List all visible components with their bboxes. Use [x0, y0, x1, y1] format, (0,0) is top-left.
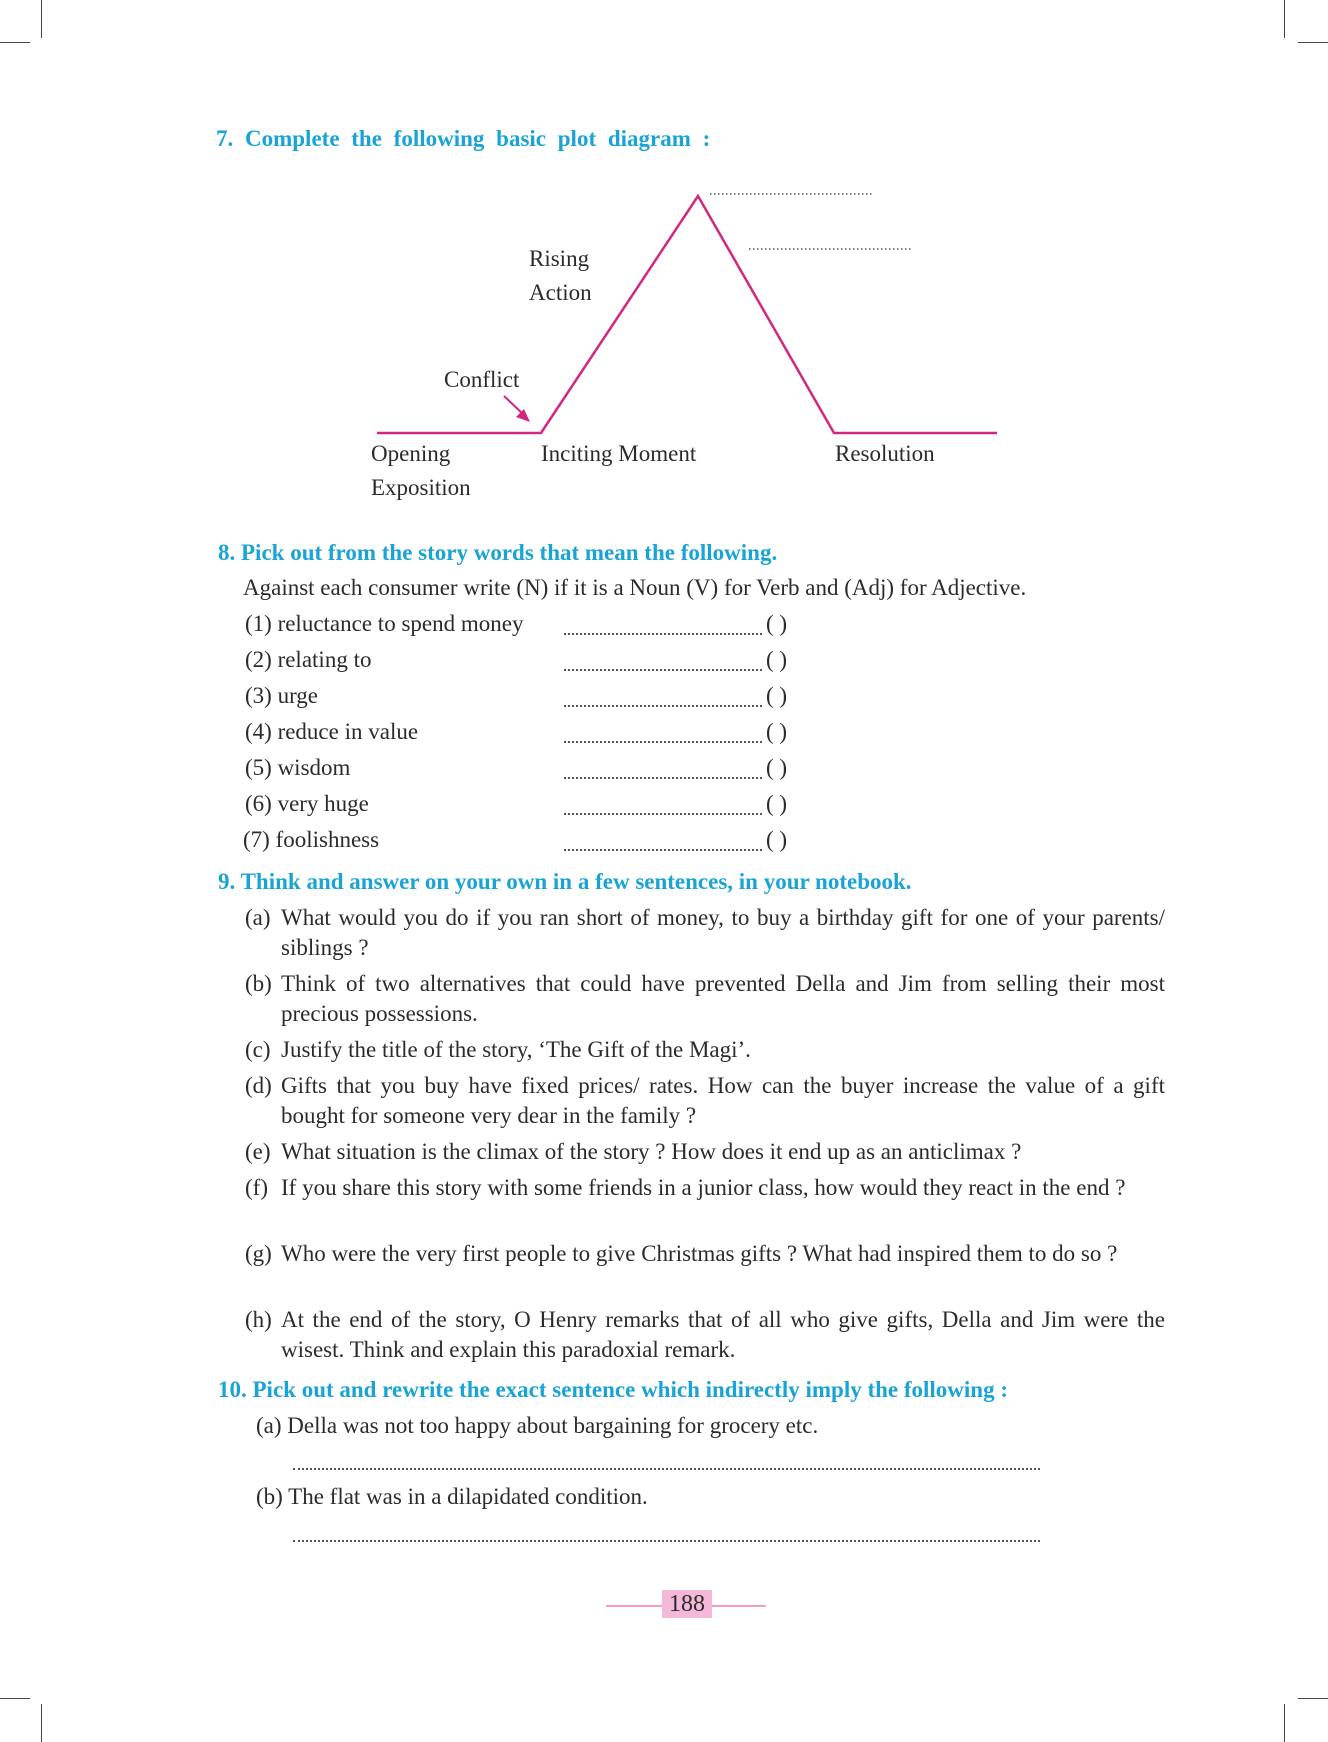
q10-answer-blank-a[interactable] — [293, 1468, 1040, 1470]
q9-item — [245, 1173, 1165, 1203]
q8-type-paren[interactable]: ( ) — [766, 755, 788, 780]
q8-instruction: Against each consumer write (N) if it is a Noun (V) for Verb and (Adj) for Adjective. — [243, 575, 1027, 600]
label-rising-line2: Action — [529, 280, 592, 305]
q8-answer-blank[interactable] — [564, 705, 762, 707]
q8-item-label: (5) wisdom — [245, 755, 351, 780]
q8-type-paren[interactable]: ( ) — [766, 647, 788, 672]
q9-item-marker: (g) — [245, 1241, 272, 1266]
q8-answer-blank[interactable] — [564, 669, 762, 671]
q8-type-paren[interactable]: ( ) — [766, 827, 788, 852]
q9-item — [245, 903, 1165, 963]
q8-answer-blank[interactable] — [564, 741, 762, 743]
plot-line — [377, 196, 997, 433]
label-inciting-moment: Inciting Moment — [541, 441, 697, 466]
crop-mark-br-h — [1298, 1698, 1328, 1699]
q9-item-text: What situation is the climax of the story ? How does it end up as an anticlimax ? — [281, 1139, 1022, 1164]
crop-mark-bl-h — [0, 1698, 30, 1699]
q9-item-text: Who were the very first people to give Christmas gifts ? What had inspired them to do so ? — [281, 1241, 1118, 1266]
q8-item-label: (2) relating to — [245, 647, 372, 672]
label-rising-line1: Rising — [529, 246, 590, 271]
q8-heading: 8. Pick out from the story words that mean the following. — [218, 540, 778, 565]
q8-item-label: (7) foolishness — [243, 827, 380, 852]
q8-type-paren[interactable]: ( ) — [766, 791, 788, 816]
q9-item — [245, 1305, 1165, 1365]
q8-answer-blank[interactable] — [564, 813, 762, 815]
q9-item — [245, 969, 1165, 1029]
page-number-line-right — [712, 1605, 766, 1607]
q9-item — [245, 1035, 1165, 1065]
q9-item-marker: (b) — [245, 971, 272, 996]
q9-item-text: At the end of the story, O Henry remarks that of all who give gifts, Della and Jim were the wisest. Think and explain this paradoxial remark. — [281, 1307, 1165, 1362]
q9-item-text: Justify the title of the story, ‘The Gift of the Magi’. — [281, 1037, 751, 1062]
label-opening-line1: Opening — [371, 441, 451, 466]
q9-item-text: Think of two alternatives that could have prevented Della and Jim from selling their most precious possessions. — [281, 971, 1165, 1026]
label-resolution: Resolution — [835, 441, 935, 466]
q9-item — [245, 1071, 1165, 1131]
q9-item-text: Gifts that you buy have fixed prices/ rates. How can the buyer increase the value of a gift bought for someone very dear in the family ? — [281, 1073, 1165, 1128]
q8-type-paren[interactable]: ( ) — [766, 683, 788, 708]
q8-answer-blank[interactable] — [564, 633, 762, 635]
q9-item-text: What would you do if you ran short of money, to buy a birthday gift for one of your parents/ siblings ? — [281, 905, 1165, 960]
label-opening — [371, 437, 471, 505]
q9-item-marker: (a) — [245, 905, 271, 930]
crop-mark-br-v — [1284, 1704, 1285, 1742]
q8-answer-blank[interactable] — [564, 849, 762, 851]
q9-item-marker: (e) — [245, 1139, 271, 1164]
q9-item-marker: (c) — [245, 1037, 271, 1062]
q9-item-marker: (f) — [245, 1175, 268, 1200]
q8-type-paren[interactable]: ( ) — [766, 719, 788, 744]
conflict-arrow-head — [516, 409, 530, 422]
q9-item — [245, 1137, 1165, 1167]
q8-item-label: (6) very huge — [245, 791, 369, 816]
q7-heading: 7. Complete the following basic plot diagram : — [216, 126, 711, 151]
q10-answer-blank-b[interactable] — [293, 1540, 1040, 1542]
q8-item-label: (4) reduce in value — [245, 719, 419, 744]
crop-mark-bl-v — [41, 1704, 42, 1742]
page-number-line-left — [606, 1605, 662, 1607]
q9-item-marker: (d) — [245, 1073, 272, 1098]
q10-item-a: (a) Della was not too happy about bargaining for grocery etc. — [256, 1413, 819, 1438]
q8-answer-blank[interactable] — [564, 777, 762, 779]
q8-item-label: (1) reluctance to spend money — [245, 611, 524, 636]
label-rising — [529, 242, 592, 310]
label-opening-line2: Exposition — [371, 475, 471, 500]
q10-item-b: (b) The flat was in a dilapidated condition. — [256, 1484, 648, 1509]
q8-type-paren[interactable]: ( ) — [766, 611, 788, 636]
q9-item-marker: (h) — [245, 1307, 272, 1332]
q9-item — [245, 1239, 1165, 1269]
q8-item-label: (3) urge — [245, 683, 319, 708]
label-conflict: Conflict — [444, 367, 520, 392]
q9-item-text: If you share this story with some friends in a junior class, how would they react in the end ? — [281, 1175, 1126, 1200]
q10-heading: 10. Pick out and rewrite the exact sentence which indirectly imply the following : — [218, 1377, 1009, 1402]
page-number: 188 — [662, 1590, 712, 1618]
q9-heading: 9. Think and answer on your own in a few sentences, in your notebook. — [218, 869, 912, 894]
